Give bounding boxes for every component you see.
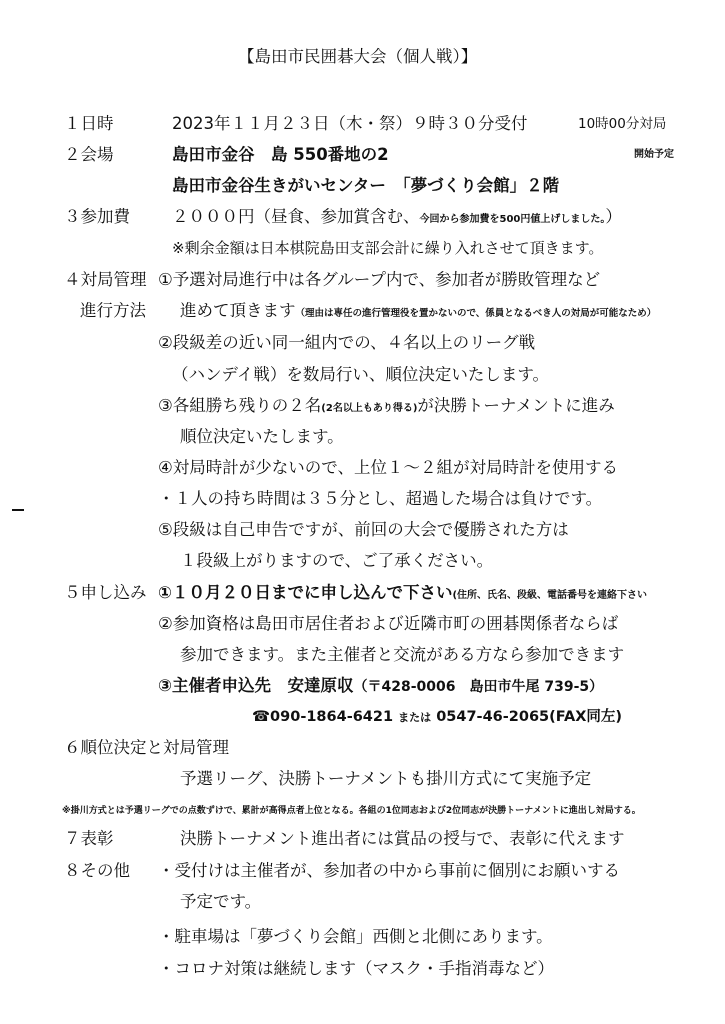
ranking-note: ※掛川方式とは予選リーグでの点数ずけで、累計が高得点者上位となる。各組の1位同志および2位同志が決勝トーナメントに進出し対局する。 xyxy=(62,806,641,816)
apply-contact xyxy=(252,706,622,729)
management-p2b: （ハンデイ戦）を数局行い、順位決定いたします。 xyxy=(172,365,550,384)
apply-p2b: 参加できます。また主催者と交流がある方なら参加できます xyxy=(180,645,625,664)
apply-tel: ☎090-1864-6421 xyxy=(252,709,394,725)
management-p3a-post: が決勝トーナメントに進み xyxy=(417,396,615,415)
apply-fax: (FAX同左) xyxy=(549,709,623,725)
ranking-label: ６順位決定と対局管理 xyxy=(64,738,229,757)
apply-tel2: 0547-46-2065 xyxy=(436,709,550,725)
other-p2: ・駐車場は「夢づくり会館」西側と北側にあります。 xyxy=(158,927,553,946)
other-label: ８その他 xyxy=(64,861,130,880)
management-p5b: １段級上がりますので、ご了承ください。 xyxy=(180,551,494,570)
award-text: 決勝トーナメント進出者には賞品の授与で、表彰に代えます xyxy=(180,829,625,848)
page-title: 【島田市民囲碁大会（個人戦）】 xyxy=(238,47,478,66)
other-p1b: 予定です。 xyxy=(180,892,262,911)
apply-p1-small: (住所、氏名、段級、電話番号を連絡下さい xyxy=(452,590,648,601)
apply-label: ５申し込み xyxy=(64,583,147,602)
venue-label: ２会場 xyxy=(64,145,114,164)
ranking-text: 予選リーグ、決勝トーナメントも掛川方式にて実施予定 xyxy=(180,769,592,788)
management-p1a: ①予選対局進行中は各グループ内で、参加者が勝敗管理など xyxy=(158,270,601,289)
management-p1b xyxy=(180,300,656,325)
apply-or: または xyxy=(398,711,432,724)
fee-label: ３参加費 xyxy=(64,207,130,226)
other-p1a: ・受付けは主催者が、参加者の中から事前に個別にお願いする xyxy=(158,861,620,880)
management-p3a-pre: ③各組勝ち残りの２名 xyxy=(158,396,322,415)
management-label2: 進行方法 xyxy=(80,301,146,320)
fee-close: ） xyxy=(605,207,622,226)
apply-organizer: ③主催者申込先 安達原収 xyxy=(158,676,354,695)
apply-zip: （〒428-0006 島田市牛尾 739-5） xyxy=(353,679,604,695)
apply-p1-main: ①１０月２０日までに申し込んで下さい xyxy=(158,583,453,602)
apply-p3 xyxy=(158,675,603,698)
management-p2a: ②段級差の近い同一組内での、４名以上のリーグ戦 xyxy=(158,333,536,352)
datetime-note: 開始予定 xyxy=(634,149,674,160)
management-p3a-small: (2名以上もあり得る) xyxy=(321,403,418,414)
management-p4b: ・１人の持ち時間は３５分とし、超過した場合は負けです。 xyxy=(158,489,603,508)
management-p4: ④対局時計が少ないので、上位１～２組が対局時計を使用する xyxy=(158,458,618,477)
fee-note: ※剰余金額は日本棋院島田支部会計に繰り入れさせて頂きます。 xyxy=(172,239,604,257)
apply-p2a: ②参加資格は島田市居住者および近隣市町の囲碁関係者ならば xyxy=(158,614,619,633)
datetime-label: １日時 xyxy=(64,114,114,133)
margin-mark xyxy=(12,509,24,511)
management-label: ４対局管理 xyxy=(64,270,147,289)
management-p1b-small: （理由は専任の進行管理役を置かないので、係員となるべき人の対局が可能なため） xyxy=(295,308,657,319)
management-p5a: ⑤段級は自己申告ですが、前回の大会で優勝された方は xyxy=(158,520,569,539)
award-label: ７表彰 xyxy=(64,829,114,848)
fee-main: ２０００円（昼食、参加賞含む、 xyxy=(172,207,420,226)
management-p3a xyxy=(158,395,615,420)
management-p1b-main: 進めて頂きます xyxy=(180,301,296,320)
management-p3b: 順位決定いたします。 xyxy=(180,427,344,446)
venue-address: 島田市金谷 島 550番地の2 xyxy=(172,145,389,164)
apply-p1 xyxy=(158,582,647,607)
datetime-start: 10時00分対局 xyxy=(578,116,667,132)
other-p3: ・コロナ対策は継続します（マスク・手指消毒など） xyxy=(158,959,554,978)
fee-text xyxy=(172,206,622,231)
venue-building: 島田市金谷生きがいセンター 「夢づくり会館」２階 xyxy=(172,176,560,195)
fee-small: 今回から参加費を500円値上げしました。 xyxy=(419,214,606,225)
datetime-main: 2023年１１月２３日（木・祭）９時３０分受付 xyxy=(172,114,528,133)
